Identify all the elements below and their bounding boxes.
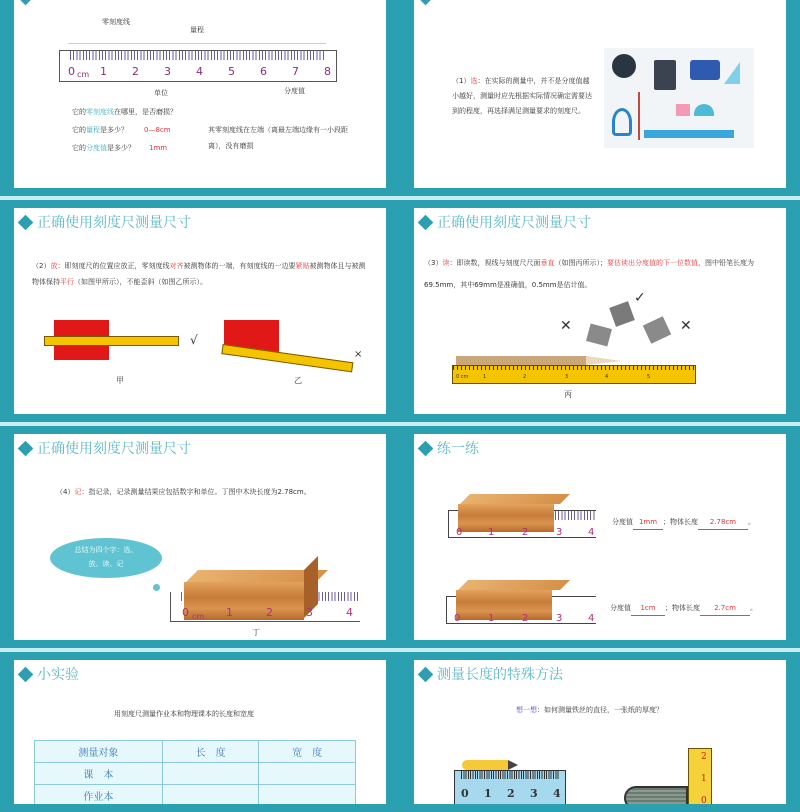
slide-1-content <box>14 0 386 188</box>
label-zero-line: 零刻度线 <box>102 18 130 26</box>
slide-title: 正确使用刻度尺测量尺寸 <box>420 212 591 232</box>
eye-right-icon <box>643 316 671 343</box>
think-prompt: 想一想：如何测量铁丝的直径，一张纸的厚度？ <box>516 706 663 714</box>
slide-1[interactable] <box>0 0 400 196</box>
eye-left-icon <box>586 323 612 346</box>
slide-6[interactable] <box>400 426 800 648</box>
slide-5[interactable] <box>0 426 400 648</box>
eye-center-icon <box>609 301 635 327</box>
paragraph: （3）读：即读数，视线与刻度尺尺面垂直（如图丙所示）；要估读出分度值的下一位数值，图中铅笔长度为69.5mm，其中69mm是准确值，0.5mm是估计值。 <box>424 259 754 289</box>
slide-title: 测量长度的特殊方法 <box>420 664 563 684</box>
ruler-numbers: 0 cm 1 2 3 4 5 6 7 8 <box>68 65 331 79</box>
eraser-icon <box>676 104 690 116</box>
slide-2[interactable] <box>400 0 800 196</box>
pencil-body <box>456 356 586 365</box>
label-range: 量程 <box>190 26 204 34</box>
diamond-bullet-icon <box>418 440 434 456</box>
scissors-icon <box>612 108 632 136</box>
slide-6-content: 练一练 0 1 2 3 4 分度值 1mm ；物体长度 2.78cm 。 0 1 2 3 4 分度值 1cm ；物体长度 2.7cm 。 <box>414 434 786 640</box>
stationery-image <box>604 48 754 148</box>
slide-7[interactable] <box>0 652 400 812</box>
division-answer-field[interactable]: 1mm <box>633 516 663 530</box>
diamond-bullet-icon <box>18 214 34 230</box>
question-3: 它的分度值是多少？ 1mm <box>72 144 168 152</box>
ruler-c: 0 cm 1 2 3 4 5 <box>452 365 696 384</box>
pen-holder-icon <box>612 54 636 78</box>
note-text: 其零刻度线在左端（离最左端边缘有一小段距离），没有磨损 <box>208 126 348 150</box>
calculator-icon <box>654 60 676 90</box>
wood-block-2 <box>456 590 552 620</box>
check-icon: ✓ <box>634 290 646 306</box>
book-stack-icon <box>624 786 688 804</box>
instruction: 用刻度尺测量作业本和物理课本的长度和宽度 <box>114 710 254 718</box>
slide-5-content: 正确使用刻度尺测量尺寸 （4）记：指记录，记录测量结果应包括数字和单位。丁图中木块长度为2.78cm。 总结为四个字：选、放、读、记 0 cm 1 2 3 4 丁 <box>14 434 386 640</box>
textbook-length-cell[interactable] <box>162 763 259 785</box>
slide-title <box>420 0 437 3</box>
question-1: 它的零刻度线在哪里，是否磨损？ <box>72 108 177 116</box>
diamond-bullet-icon <box>418 214 434 230</box>
ruler-b <box>221 344 353 372</box>
stapler-icon <box>690 60 720 80</box>
diamond-bullet-icon <box>418 0 434 5</box>
diamond-bullet-icon <box>18 0 34 5</box>
division-answer-field[interactable]: 1cm <box>631 602 665 616</box>
wood-block-1 <box>458 504 554 532</box>
label-unit: 单位 <box>154 89 168 97</box>
paragraph: （1）选：在实际的测量中，并不是分度值越小越好，测量时应先根据实际情况确定需要达到的程度，再选择满足测量要求的刻度尺。 <box>452 77 592 115</box>
length-answer-field[interactable]: 2.78cm <box>698 516 748 530</box>
fig-label: 丙 <box>564 390 572 399</box>
ruler-ticks <box>70 51 326 60</box>
table-header-row: 测量对象 长 度 宽 度 <box>35 741 356 763</box>
measurement-table <box>34 740 356 804</box>
protractor-icon <box>694 104 714 116</box>
ruler-diagram <box>59 50 337 82</box>
slide-title: 正确使用刻度尺测量尺寸 <box>20 438 191 458</box>
textbook-width-cell[interactable] <box>259 763 356 785</box>
question-2: 它的量程是多少？ 0—8cm <box>72 126 171 134</box>
fig-label-a: 甲 <box>116 376 124 385</box>
triangle-ruler-icon <box>724 62 740 84</box>
pencil-icon <box>462 760 508 770</box>
diamond-bullet-icon <box>418 666 434 682</box>
fig-label: 丁 <box>252 628 260 637</box>
slide-8[interactable] <box>400 652 800 812</box>
cloud-dot <box>153 584 160 591</box>
slide-8-content <box>414 660 786 804</box>
slide-3-content <box>14 208 386 414</box>
slide-4[interactable] <box>400 200 800 422</box>
cross-icon: × <box>354 349 363 360</box>
table-row: 课 本 <box>35 763 356 785</box>
ruler-blue: 0 1 2 3 4 <box>454 770 566 804</box>
slide-title <box>20 0 37 3</box>
cross-icon: ✕ <box>680 318 692 334</box>
slide-3[interactable] <box>0 200 400 422</box>
notebook-length-cell[interactable] <box>162 785 259 805</box>
notebook-width-cell[interactable] <box>259 785 356 805</box>
diamond-bullet-icon <box>18 666 34 682</box>
paragraph: （4）记：指记录，记录测量结果应包括数字和单位。丁图中木块长度为2.78cm。 <box>56 488 311 496</box>
diamond-bullet-icon <box>18 440 34 456</box>
check-icon: √ <box>190 333 198 347</box>
cross-icon: ✕ <box>560 318 572 334</box>
slide-7-content <box>14 660 386 804</box>
slide-title: 正确使用刻度尺测量尺寸 <box>20 212 191 232</box>
exercise-1-answer: 分度值 1mm ；物体长度 2.78cm 。 <box>612 516 755 530</box>
ruler-a <box>44 336 179 346</box>
length-answer-field[interactable]: 2.7cm <box>700 602 750 616</box>
slide-title: 练一练 <box>420 438 479 458</box>
slide-4-content <box>414 208 786 414</box>
pencil-tip <box>586 356 622 365</box>
vertical-ruler: 2 1 0 <box>688 748 712 804</box>
exercise-2-answer: 分度值 1cm ；物体长度 2.7cm 。 <box>610 602 757 616</box>
summary-cloud: 总结为四个字：选、放、读、记 <box>50 538 162 578</box>
pencil-icon <box>638 92 640 140</box>
table-row: 作业本 <box>35 785 356 805</box>
range-line <box>68 43 326 44</box>
fig-label-b: 乙 <box>294 376 302 385</box>
ruler-icon <box>644 130 734 138</box>
slide-2-content <box>414 0 786 188</box>
paragraph: （2）放：即刻度尺的位置应放正，零刻度线对齐被测物体的一端，有刻度线的一边要紧贴被测物体且与被测物体保持平行（如图甲所示），不能歪斜（如图乙所示）。 <box>32 262 366 286</box>
slide-title: 小实验 <box>20 664 79 684</box>
label-division: 分度值 <box>284 87 305 95</box>
